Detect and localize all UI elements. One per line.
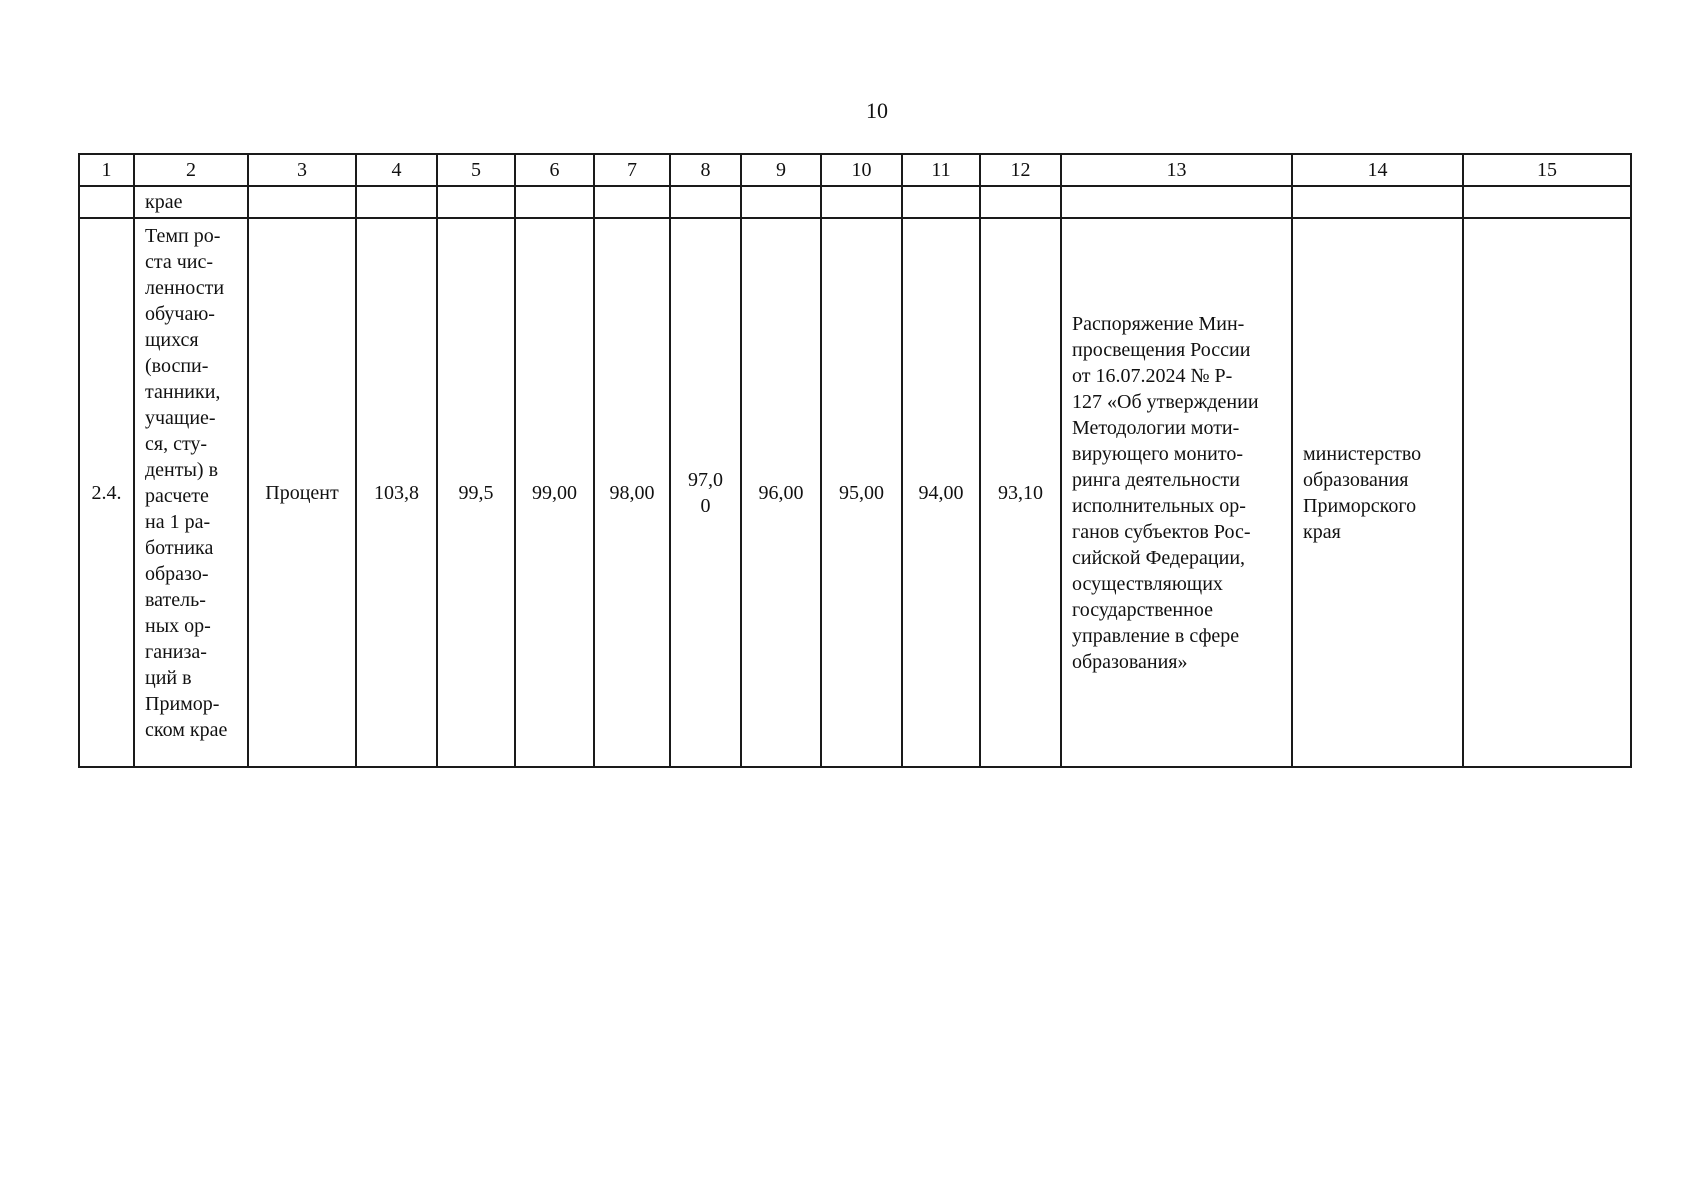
- value-cell-11: 94,00: [902, 218, 980, 767]
- indicator-name-line: обучаю-: [145, 303, 215, 325]
- column-number: 15: [1463, 154, 1631, 186]
- document-line: образования»: [1072, 650, 1188, 673]
- table-cell: [594, 186, 670, 218]
- indicator-name-line: образо-: [145, 563, 209, 585]
- value-cell-15: [1463, 218, 1631, 767]
- indicator-name-line: Примор-: [145, 693, 220, 715]
- responsible-line: образования: [1303, 468, 1409, 491]
- indicator-name-line: ся, сту-: [145, 433, 208, 455]
- responsible-line: Приморского: [1303, 494, 1417, 517]
- indicator-name-line: ватель-: [145, 589, 206, 611]
- indicator-name-line: ском крае: [145, 719, 228, 741]
- indicator-name-line: ций в: [145, 667, 192, 689]
- value-cell-10: 95,00: [821, 218, 902, 767]
- column-number: 6: [515, 154, 594, 186]
- value-cell-7: 98,00: [594, 218, 670, 767]
- column-number: 9: [741, 154, 821, 186]
- table-row: [79, 218, 1631, 767]
- document-line: от 16.07.2024 № Р-: [1072, 364, 1233, 387]
- table-cell: [902, 186, 980, 218]
- responsible-line: края: [1303, 520, 1341, 543]
- value-cell-12: 93,10: [980, 218, 1061, 767]
- table-cell: [437, 186, 515, 218]
- indicator-name-line: танники,: [145, 381, 221, 403]
- responsible-line: министерство: [1303, 442, 1422, 465]
- column-number: 8: [670, 154, 741, 186]
- indicator-name-line: ста чис-: [145, 251, 214, 273]
- indicator-name-line: на 1 ра-: [145, 511, 211, 533]
- column-number-row: [79, 154, 1631, 186]
- column-number: 3: [248, 154, 356, 186]
- document-line: ринга деятельности: [1072, 468, 1240, 491]
- document-line: Распоряжение Мин-: [1072, 312, 1245, 335]
- table-cell: [741, 186, 821, 218]
- indicator-name-line: ганиза-: [145, 641, 207, 663]
- document-line: государственное: [1072, 598, 1213, 621]
- table-cell: [356, 186, 437, 218]
- column-number: 5: [437, 154, 515, 186]
- document-line: управление в сфере: [1072, 624, 1240, 647]
- value-line: 0: [700, 494, 711, 517]
- row-number-cell: 2.4.: [79, 218, 134, 767]
- column-number: 10: [821, 154, 902, 186]
- table-cell: [670, 186, 741, 218]
- value-cell-5: 99,5: [437, 218, 515, 767]
- document-line: ганов субъектов Рос-: [1072, 520, 1251, 543]
- column-number: 1: [79, 154, 134, 186]
- document-line: исполнительных ор-: [1072, 494, 1246, 517]
- page-number: 10: [866, 98, 888, 123]
- continuation-row: [79, 186, 1631, 218]
- indicator-name-line: учащие-: [145, 407, 216, 429]
- document-line: осуществляющих: [1072, 572, 1223, 595]
- indicator-name-line: ных ор-: [145, 615, 211, 637]
- document-line: сийской Федерации,: [1072, 546, 1246, 569]
- indicator-name-line: денты) в: [145, 459, 219, 481]
- column-number: 4: [356, 154, 437, 186]
- table-cell: [1061, 186, 1292, 218]
- indicator-name-line: ленности: [145, 277, 225, 299]
- value-line: 97,0: [688, 468, 723, 491]
- column-number: 13: [1061, 154, 1292, 186]
- table-cell: [248, 186, 356, 218]
- indicator-name-line: щихся: [145, 329, 199, 351]
- table-cell: [79, 186, 134, 218]
- column-number: 11: [902, 154, 980, 186]
- value-cell-8: [670, 218, 741, 767]
- document-line: вирующего монито-: [1072, 442, 1244, 465]
- table-cell: [980, 186, 1061, 218]
- continued-name-cell: крае: [134, 186, 248, 218]
- value-cell-9: 96,00: [741, 218, 821, 767]
- indicators-table: [78, 153, 1632, 768]
- table-cell: [821, 186, 902, 218]
- table-cell: [1292, 186, 1463, 218]
- document-line: 127 «Об утверждении: [1072, 390, 1259, 413]
- column-number: 2: [134, 154, 248, 186]
- unit-cell: Процент: [248, 218, 356, 767]
- table-cell: [1463, 186, 1631, 218]
- indicator-name-line: Темп ро-: [145, 225, 221, 247]
- value-cell-4: 103,8: [356, 218, 437, 767]
- column-number: 7: [594, 154, 670, 186]
- source-document-cell: [1061, 218, 1292, 767]
- indicator-name-line: (воспи-: [145, 355, 209, 377]
- responsible-body-cell: [1292, 218, 1463, 767]
- table-cell: [515, 186, 594, 218]
- value-cell-6: 99,00: [515, 218, 594, 767]
- document-line: просвещения России: [1072, 338, 1251, 361]
- indicator-name-line: расчете: [145, 485, 209, 507]
- column-number: 14: [1292, 154, 1463, 186]
- indicator-name-cell: [134, 218, 248, 767]
- indicator-name-line: ботника: [145, 537, 214, 559]
- column-number: 12: [980, 154, 1061, 186]
- document-line: Методологии моти-: [1072, 416, 1240, 439]
